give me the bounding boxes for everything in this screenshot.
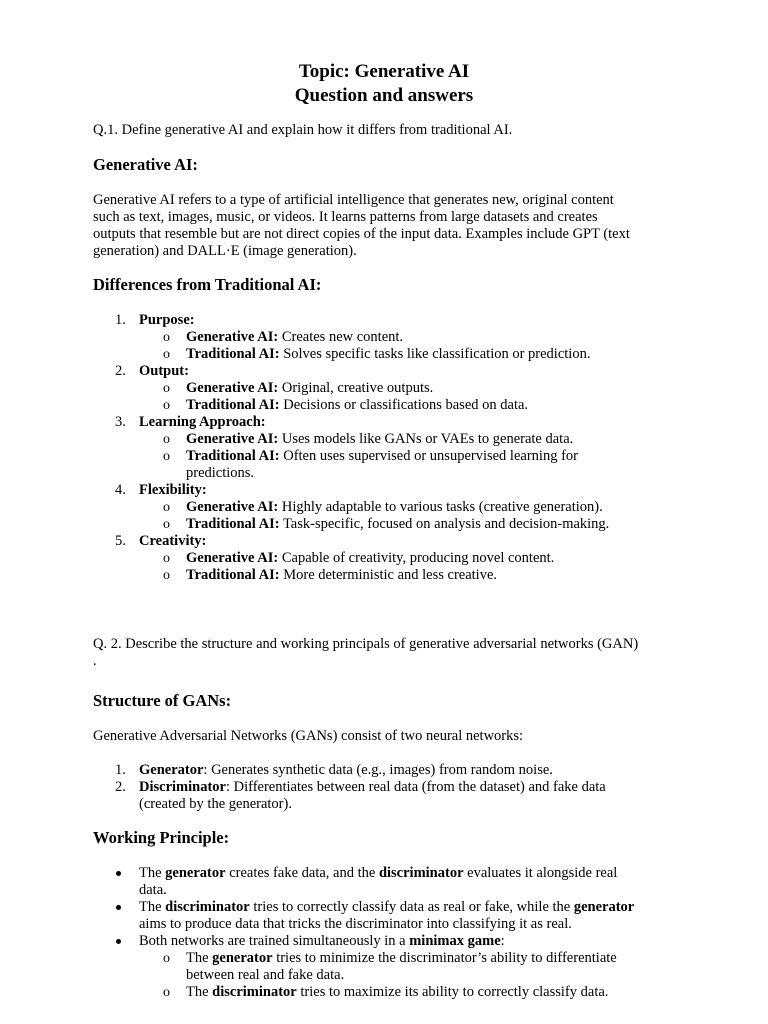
sub-bullet-icon: o [163,449,170,464]
sub-bullet-icon: o [163,330,170,345]
list-subitem-continued: predictions. [186,465,255,481]
question-2-continued: . [93,653,97,669]
bullet-item-continued: data. [139,882,167,898]
para-line-2: such as text, images, music, or videos. It learns patterns from large datasets and creates [93,209,598,225]
list-item-title: Creativity: [139,533,207,549]
sub-bullet-icon: o [163,951,170,966]
sub-bullet-icon: o [163,517,170,532]
sub-bullet-icon: o [163,381,170,396]
bullet-icon [116,871,121,876]
page-subtitle: Question and answers [294,85,474,106]
sub-bullet-icon: o [163,347,170,362]
list-number: 2. [115,779,126,795]
list-subitem: Traditional AI: Often uses supervised or unsupervised learning for [186,448,578,464]
list-number: 5. [115,533,126,549]
list-number: 4. [115,482,126,498]
bullet-icon [116,939,121,944]
list-number: 2. [115,363,126,379]
page-title: Topic: Generative AI [298,61,470,82]
bullet-item-continued: aims to produce data that tricks the discriminator into classifying it as real. [139,916,572,932]
sub-bullet-icon: o [163,432,170,447]
list-subitem: Generative AI: Creates new content. [186,329,404,345]
sub-bullet-icon: o [163,500,170,515]
list-item-title: Output: [139,363,189,379]
list-number: 3. [115,414,126,430]
structure-intro: Generative Adversarial Networks (GANs) consist of two neural networks: [93,728,524,744]
para-line-1: Generative AI refers to a type of artificial intelligence that generates new, original content [93,192,614,208]
question-1: Q.1. Define generative AI and explain how it differs from traditional AI. [93,122,513,138]
list-number: 1. [115,762,126,778]
sub-bullet-icon: o [163,398,170,413]
para-line-3: outputs that resemble but are not direct copies of the input data. Examples include GPT (text [93,226,630,242]
sub-bullet-icon: o [163,551,170,566]
bullet-item: The generator creates fake data, and the discriminator evaluates it alongside real [139,865,618,881]
list-subitem: Generative AI: Uses models like GANs or VAEs to generate data. [186,431,574,447]
component-item: Discriminator: Differentiates between real data (from the dataset) and fake data [139,779,606,795]
heading-structure: Structure of GANs: [93,691,232,710]
list-item-title: Flexibility: [139,482,207,498]
list-subitem: Generative AI: Highly adaptable to various tasks (creative generation). [186,499,603,515]
sub-bullet-icon: o [163,568,170,583]
list-subitem: Generative AI: Capable of creativity, producing novel content. [186,550,555,566]
list-subitem: Traditional AI: More deterministic and less creative. [186,567,498,583]
para-line-4: generation) and DALL·E (image generation). [93,243,357,259]
component-item-continued: (created by the generator). [139,796,292,812]
list-subitem: Traditional AI: Decisions or classifications based on data. [186,397,529,413]
heading-generative-ai: Generative AI: [93,155,198,174]
list-item-title: Purpose: [139,312,195,328]
component-item: Generator: Generates synthetic data (e.g., images) from random noise. [139,762,553,778]
list-subitem: Traditional AI: Solves specific tasks like classification or prediction. [186,346,591,362]
bullet-item: The discriminator tries to correctly classify data as real or fake, while the generator [139,899,635,915]
heading-differences: Differences from Traditional AI: [93,275,322,294]
bullet-subitem-continued: between real and fake data. [186,967,345,983]
list-subitem: Traditional AI: Task-specific, focused on analysis and decision-making. [186,516,610,532]
list-number: 1. [115,312,126,328]
list-subitem: Generative AI: Original, creative outputs. [186,380,434,396]
bullet-item: Both networks are trained simultaneously in a minimax game: [139,933,505,949]
bullet-icon [116,905,121,910]
list-item-title: Learning Approach: [139,414,266,430]
bullet-subitem: The discriminator tries to maximize its ability to correctly classify data. [186,984,609,1000]
heading-working-principle: Working Principle: [93,828,230,847]
bullet-subitem: The generator tries to minimize the discriminator’s ability to differentiate [186,950,617,966]
sub-bullet-icon: o [163,985,170,1000]
question-2: Q. 2. Describe the structure and working principals of generative adversarial networks (GAN) [93,636,639,652]
